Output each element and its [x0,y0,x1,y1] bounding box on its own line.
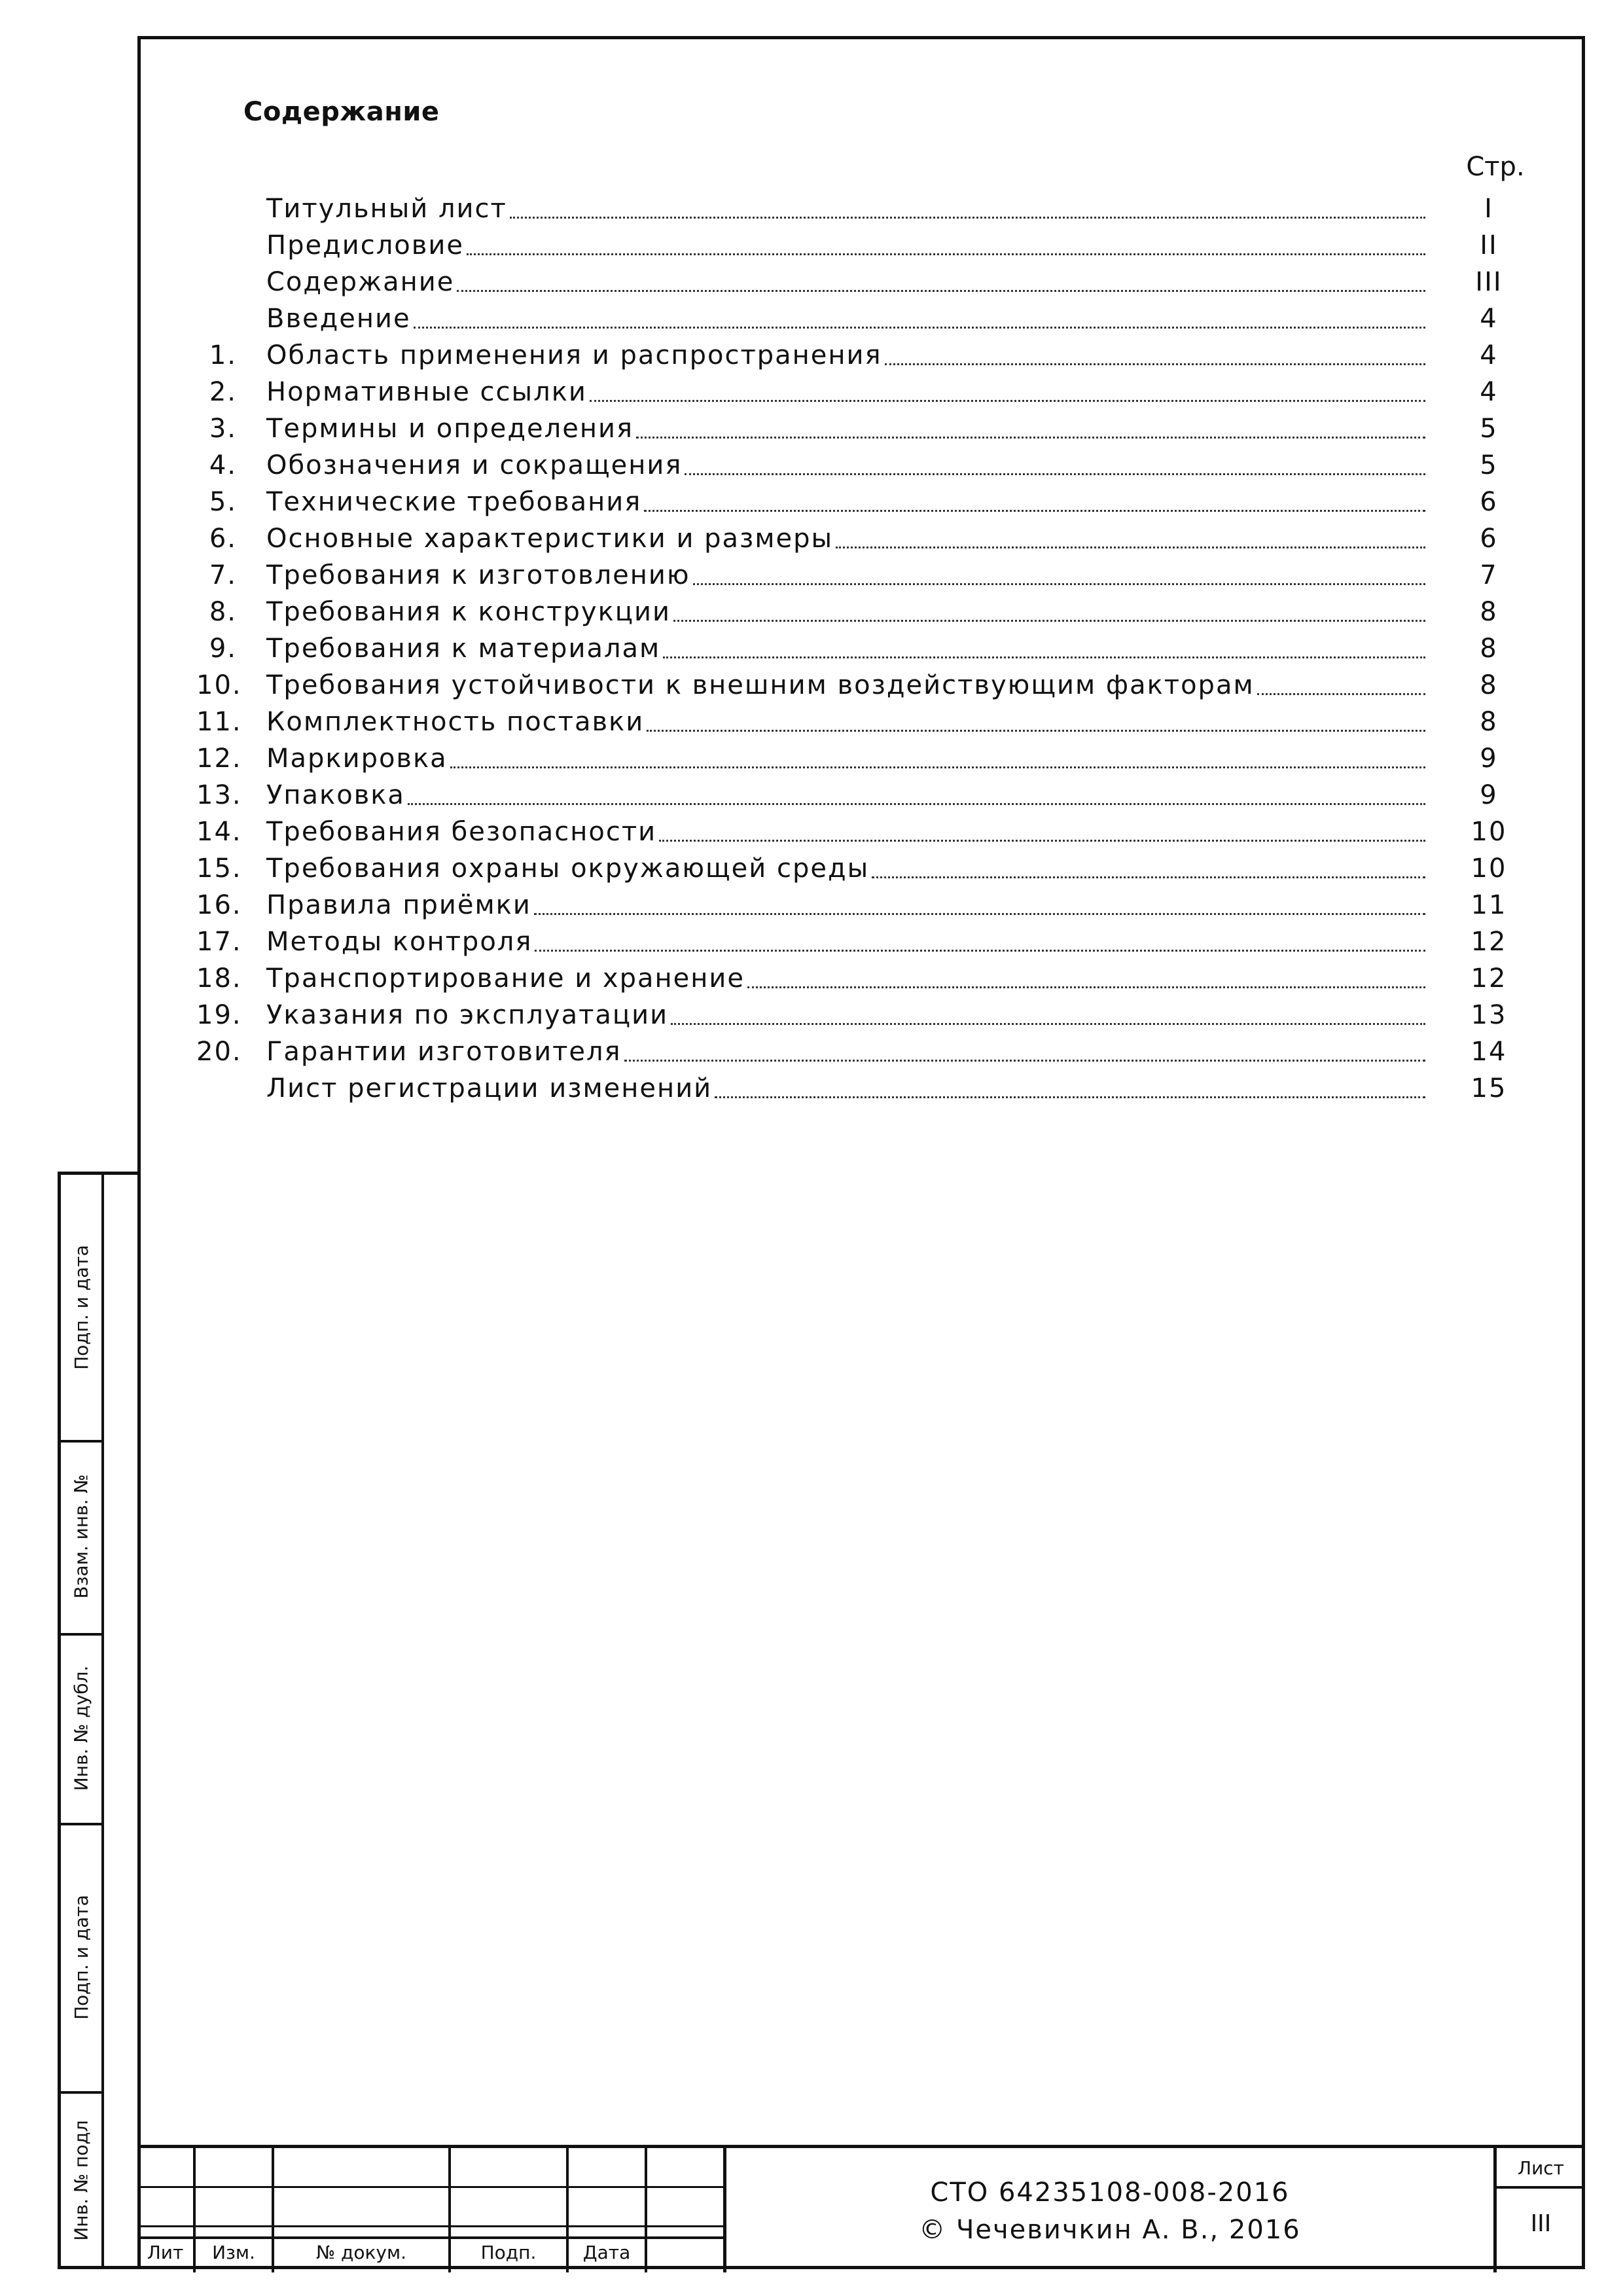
toc-entry-page: 4 [1480,377,1498,407]
dot-leader [535,949,1425,952]
toc-entry-page: 5 [1480,414,1498,444]
toc-entry-title-wrap [266,634,1428,664]
toc-entry-title-wrap [266,194,1428,224]
toc-entry-title: Требования устойчивости к внешним воздействующим факторам [266,670,1255,700]
toc-entry-title: Требования охраны окружающей среды [266,853,870,884]
toc-entry-title: Обозначения и сокращения [266,450,683,480]
toc-entry-title: Упаковка [266,780,405,810]
toc-entry-number: 11. [196,707,242,737]
dot-leader [534,912,1425,915]
toc-entry-title: Правила приёмки [266,890,531,920]
dot-leader [659,839,1425,842]
toc-entry [196,520,1544,556]
toc-entry-title: Требования к материалам [266,634,661,664]
toc-entry-title: Содержание [266,267,455,297]
toc-entry-number: 5. [209,487,237,517]
dot-leader [673,619,1425,622]
strip-label-replace-inv: Взам. инв. № [70,1474,92,1599]
tb-line [137,2236,723,2239]
toc-entry-page: 5 [1480,450,1498,480]
toc-entry-number: 8. [209,597,237,627]
toc-entry-title: Технические требования [266,487,642,517]
toc-entry-number: 16. [196,890,242,920]
toc-entry [196,446,1544,483]
toc-entry-number: 2. [209,377,237,407]
toc-entry [196,556,1544,593]
toc-entry-page: 10 [1471,817,1507,847]
toc-entry-title: Гарантии изготовителя [266,1037,622,1067]
toc-entry [196,483,1544,520]
dot-leader [414,326,1425,329]
dot-leader [636,436,1425,439]
toc-entry-number: 6. [209,524,237,554]
toc-entry-title-wrap [266,487,1428,517]
toc-entry-title-wrap [266,890,1428,920]
tb-line [137,2225,723,2227]
toc-entry [196,336,1544,373]
toc-entry-title-wrap [266,230,1428,260]
toc-entry [196,300,1544,336]
toc-entry [196,410,1544,446]
toc-entry-title: Методы контроля [266,927,533,957]
binding-strip [58,1172,137,2269]
toc-entry-number: 19. [196,1000,242,1030]
toc-entry [196,886,1544,923]
toc-entry-title-wrap [266,853,1428,884]
sheet-number: III [1530,2210,1552,2237]
strip-label-sign-date-2: Подп. и дата [70,1894,92,2020]
sheet-label: Лист [1518,2157,1564,2179]
toc-entry-title-wrap [266,414,1428,444]
page-title: Содержание [243,97,440,127]
toc-entry-number: 14. [196,817,242,847]
toc-entry-title-wrap [266,377,1428,407]
toc-entry-page: 12 [1471,963,1507,994]
toc-entry-title: Область применения и распространения [266,340,882,370]
toc-entry-number: 20. [196,1037,242,1067]
toc-entry-page: 8 [1480,670,1498,700]
toc-entry-number: 17. [196,927,242,957]
toc-entry [196,923,1544,960]
toc-entry-title-wrap [266,597,1428,627]
dot-leader [450,766,1425,768]
toc-entry-title-wrap [266,1000,1428,1030]
toc-entry-title: Маркировка [266,744,448,774]
dot-leader [685,473,1425,475]
toc-entry-title: Предисловие [266,230,464,260]
toc-entry-page: 4 [1480,340,1498,370]
dot-leader [715,1096,1425,1098]
dot-leader [647,729,1425,732]
toc-entry-title: Комплектность поставки [266,707,645,737]
toc-entry-title-wrap [266,1037,1428,1067]
toc-entry-title: Нормативные ссылки [266,377,587,407]
table-of-contents [196,190,1544,1106]
toc-entry [196,226,1544,263]
toc-entry-page: 6 [1480,487,1498,517]
toc-entry-title-wrap [266,670,1428,700]
toc-entry-page: I [1484,194,1493,224]
toc-entry-title-wrap [266,963,1428,994]
toc-entry-number: 4. [209,450,237,480]
tb-line [137,2186,723,2188]
dot-leader [457,289,1425,292]
title-block [137,2145,1585,2269]
toc-entry [196,850,1544,886]
toc-entry-title-wrap [266,304,1428,334]
toc-entry-page: 10 [1471,853,1507,884]
strip-label-dup-inv: Инв. № дубл. [70,1665,92,1791]
page-column-label: Стр. [1466,152,1525,182]
toc-entry-page: 12 [1471,927,1507,957]
toc-entry-title-wrap [266,927,1428,957]
dot-leader [467,253,1425,255]
toc-entry-title: Транспортирование и хранение [266,963,745,994]
dot-leader [663,656,1425,658]
toc-entry-page: 7 [1480,560,1498,590]
toc-entry [196,190,1544,226]
dot-leader [885,363,1425,365]
toc-entry-title-wrap [266,1073,1428,1103]
toc-entry-title-wrap [266,744,1428,774]
toc-entry-title-wrap [266,560,1428,590]
toc-entry-page: 11 [1471,890,1507,920]
toc-entry-title-wrap [266,707,1428,737]
toc-entry-page: II [1480,230,1498,260]
toc-entry [196,740,1544,776]
toc-entry-title: Лист регистрации изменений [266,1073,713,1103]
col-date: Дата [582,2242,631,2263]
dot-leader [510,216,1425,219]
toc-entry-title: Требования к конструкции [266,597,671,627]
toc-entry [196,666,1544,703]
toc-entry-number: 7. [209,560,237,590]
col-doc-num: № докум. [315,2242,407,2263]
toc-entry-title: Введение [266,304,411,334]
toc-entry [196,373,1544,410]
toc-entry-page: 9 [1480,780,1498,810]
toc-entry-number: 9. [209,634,237,664]
toc-entry-page: 15 [1471,1073,1507,1103]
toc-entry-page: 4 [1480,304,1498,334]
tb-line [723,2148,726,2272]
dot-leader [836,546,1425,548]
dot-leader [644,509,1425,512]
dot-leader [671,1022,1425,1025]
toc-entry-page: 13 [1471,1000,1507,1030]
toc-entry [196,630,1544,666]
toc-entry-title: Титульный лист [266,194,507,224]
col-lit: Лит [147,2242,184,2263]
dot-leader [624,1059,1425,1062]
tb-line [1493,2186,1585,2189]
strip-label-sign-date: Подп. и дата [70,1245,92,1370]
toc-entry [196,960,1544,996]
toc-entry-title-wrap [266,780,1428,810]
toc-entry-number: 18. [196,963,242,994]
toc-entry-title-wrap [266,817,1428,847]
toc-entry [196,776,1544,813]
toc-entry [196,263,1544,300]
dot-leader [1257,692,1425,695]
toc-entry-title-wrap [266,340,1428,370]
toc-entry-page: 14 [1471,1037,1507,1067]
toc-entry-title: Требования к изготовлению [266,560,690,590]
col-izm: Изм. [212,2242,255,2263]
toc-entry-title: Основные характеристики и размеры [266,524,834,554]
toc-entry-title-wrap [266,524,1428,554]
toc-entry-page: 8 [1480,707,1498,737]
toc-entry-page: III [1475,267,1503,297]
dot-leader [408,802,1425,805]
dot-leader [590,399,1425,402]
toc-entry-title-wrap [266,450,1428,480]
toc-entry-page: 8 [1480,597,1498,627]
document-code: СТО 64235108-008-2016 [930,2178,1290,2208]
toc-entry-page: 6 [1480,524,1498,554]
toc-entry-title: Требования безопасности [266,817,657,847]
dot-leader [693,583,1425,585]
toc-entry-number: 3. [209,414,237,444]
toc-entry-title: Термины и определения [266,414,634,444]
strip-divider [101,1175,104,2266]
toc-entry-page: 8 [1480,634,1498,664]
toc-entry-number: 1. [209,340,237,370]
dot-leader [747,986,1425,988]
toc-entry-number: 12. [196,744,242,774]
toc-entry-title: Указания по эксплуатации [266,1000,669,1030]
toc-entry [196,813,1544,850]
toc-entry-number: 13. [196,780,242,810]
tb-line [645,2148,647,2272]
toc-entry-number: 10. [196,670,242,700]
toc-entry [196,1033,1544,1069]
toc-entry-page: 9 [1480,744,1498,774]
copyright: © Чечевичкин А. В., 2016 [919,2215,1301,2245]
toc-entry [196,996,1544,1033]
strip-label-orig-inv: Инв. № подл [70,2119,92,2241]
toc-entry [196,703,1544,740]
dot-leader [872,876,1425,878]
toc-entry [196,593,1544,630]
toc-entry-number: 15. [196,853,242,884]
toc-entry-title-wrap [266,267,1428,297]
toc-entry [196,1069,1544,1106]
col-sign: Подп. [480,2242,537,2263]
